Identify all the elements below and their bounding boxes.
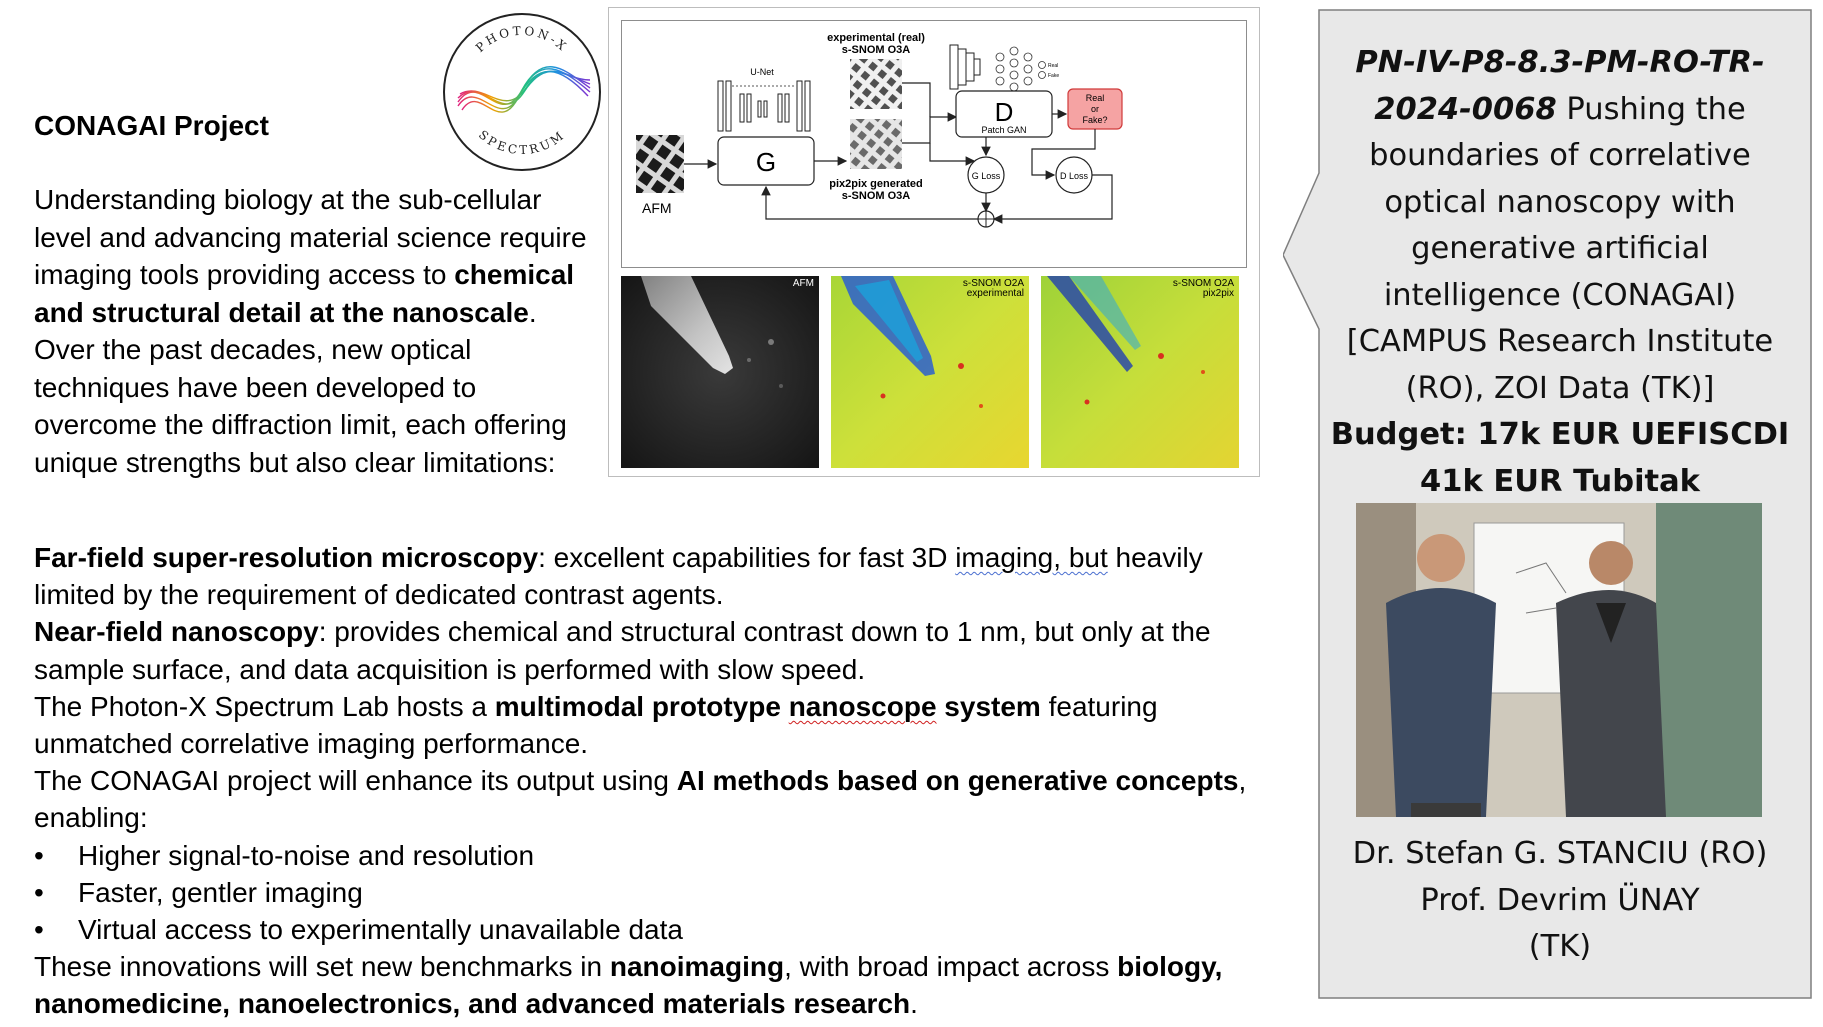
project-paragraph [34, 762, 1264, 836]
impact-bold: nanoimaging [609, 951, 785, 983]
impact-period: . [910, 988, 918, 1020]
photon-x-spectrum-logo [440, 10, 605, 175]
discriminator-network-icon [950, 45, 1059, 91]
g-loss-label: G Loss [971, 171, 1001, 181]
person-ro: Dr. Stefan G. STANCIU (RO) [1352, 836, 1768, 871]
project-code: PN-IV-P8-8.3-PM-RO-TR-2024-0068 [1355, 45, 1765, 127]
pix2pix-panel-label-1: s-SNOM O2A [1172, 278, 1234, 289]
impact-bold-fields: biology, nanomedicine, nanoelectronics, and advanced materials research [34, 951, 1223, 1020]
intro-paragraph [34, 181, 594, 481]
pix2pix-architecture-diagram [621, 20, 1247, 268]
far-field-heading: Far-field super-resolution microscopy [34, 542, 539, 573]
budget-line-1: Budget: 17k EUR UEFISCDI [1330, 417, 1790, 452]
patchgan-label: Patch GAN [981, 125, 1027, 135]
logo-top-text: PHOTON-X [473, 23, 571, 56]
benefits-list [34, 837, 1264, 949]
list-item: • Virtual access to experimentally unavailable data [34, 911, 1264, 948]
impact-paragraph [34, 948, 1264, 1022]
impact-text: These innovations will set new benchmarks in [34, 951, 610, 983]
pix2pix-panel [1041, 276, 1239, 468]
project-text: The CONAGAI project will enhance its output using [34, 765, 677, 797]
afm-label: AFM [642, 200, 672, 216]
lab-bold-end: system [936, 690, 1041, 722]
experimental-label: experimental (real) [827, 32, 925, 44]
far-field-paragraph [34, 539, 1264, 613]
far-field-text-end: heavily limited by the requirement of dedicated contrast agents. [34, 542, 1203, 611]
pix2pix-panel-label-2: pix2pix [1202, 288, 1234, 299]
real-fake-line-3: Fake? [1082, 115, 1108, 125]
impact-text-mid: , with broad impact across [784, 951, 1118, 983]
afm-panel-label: AFM [792, 278, 814, 289]
real-fake-line-2: or [1090, 104, 1100, 114]
grammar-flag: imaging, but [955, 542, 1108, 573]
near-field-heading: Near-field nanoscopy [34, 616, 319, 648]
unet-label: U-Net [750, 67, 774, 77]
body-text [34, 539, 1264, 1023]
experimental-sublabel: s-SNOM O3A [841, 44, 911, 56]
logo-bottom-text: SPECTRUM [475, 127, 569, 158]
generated-label: pix2pix generated [829, 178, 923, 190]
near-field-paragraph [34, 613, 1264, 687]
experimental-panel-label-2: experimental [966, 288, 1024, 299]
far-field-text: : excellent capabilities for fast 3D [538, 542, 956, 573]
d-loss-label: D Loss [1059, 171, 1089, 181]
generated-image [850, 119, 902, 169]
list-item: • Faster, gentler imaging [34, 874, 1264, 911]
nn-real-label: Real [1048, 63, 1059, 69]
discriminator-label: D [994, 97, 1014, 127]
intro-text: Understanding biology at the sub-cellular level and advancing material science require imaging tools providing access to [34, 184, 587, 290]
afm-input-image [636, 135, 684, 193]
experimental-image [850, 59, 902, 109]
lab-bold: multimodal prototype [494, 690, 789, 722]
experimental-panel-label [963, 279, 1024, 299]
nn-fake-label: Fake [1048, 73, 1060, 79]
afm-panel [621, 276, 819, 468]
page-title: CONAGAI Project [34, 110, 269, 141]
spelling-flag: nanoscope [788, 690, 937, 722]
intro-bold: chemical and structural detail at the nanoscale [34, 259, 575, 328]
project-text-end: , enabling: [34, 765, 1247, 834]
callout-text [1330, 40, 1790, 505]
person-tk: Prof. Devrim ÜNAY [1420, 882, 1700, 918]
project-bold: AI methods based on generative concepts [676, 765, 1239, 797]
experimental-panel-label-1: s-SNOM O2A [962, 278, 1024, 289]
figure [608, 7, 1260, 477]
intro-text-end: . Over the past decades, new optical techniques have been developed to overcome the diffraction limit, each offering unique strengths but also clear limitations: [34, 296, 567, 478]
lab-text-end: featuring unmatched correlative imaging performance. [34, 690, 1158, 760]
generated-sublabel: s-SNOM O3A [841, 190, 911, 202]
unet-icon [718, 81, 810, 131]
list-item: • Higher signal-to-noise and resolution [34, 837, 1264, 874]
real-fake-line-1: Real [1085, 93, 1105, 103]
near-field-text: : provides chemical and structural contrast down to 1 nm, but only at the sample surface, and data acquisition is performed with slow speed. [34, 616, 1211, 685]
team-names [1300, 831, 1820, 971]
generator-label: G [755, 147, 777, 177]
project-title: Pushing the boundaries of correlative optical nanoscopy with generative artificial intelligence (CONAGAI) [CAMPUS Research Institute (RO), ZOI Data (TK)] [1346, 91, 1774, 406]
pix2pix-panel-label [1173, 279, 1234, 299]
person-tk-country: (TK) [1528, 929, 1592, 964]
lab-paragraph [34, 688, 1264, 762]
team-photo [1356, 503, 1762, 817]
experimental-panel [831, 276, 1029, 468]
lab-text: The Photon-X Spectrum Lab hosts a [34, 690, 495, 722]
budget-line-2: 41k EUR Tubitak [1420, 463, 1700, 499]
